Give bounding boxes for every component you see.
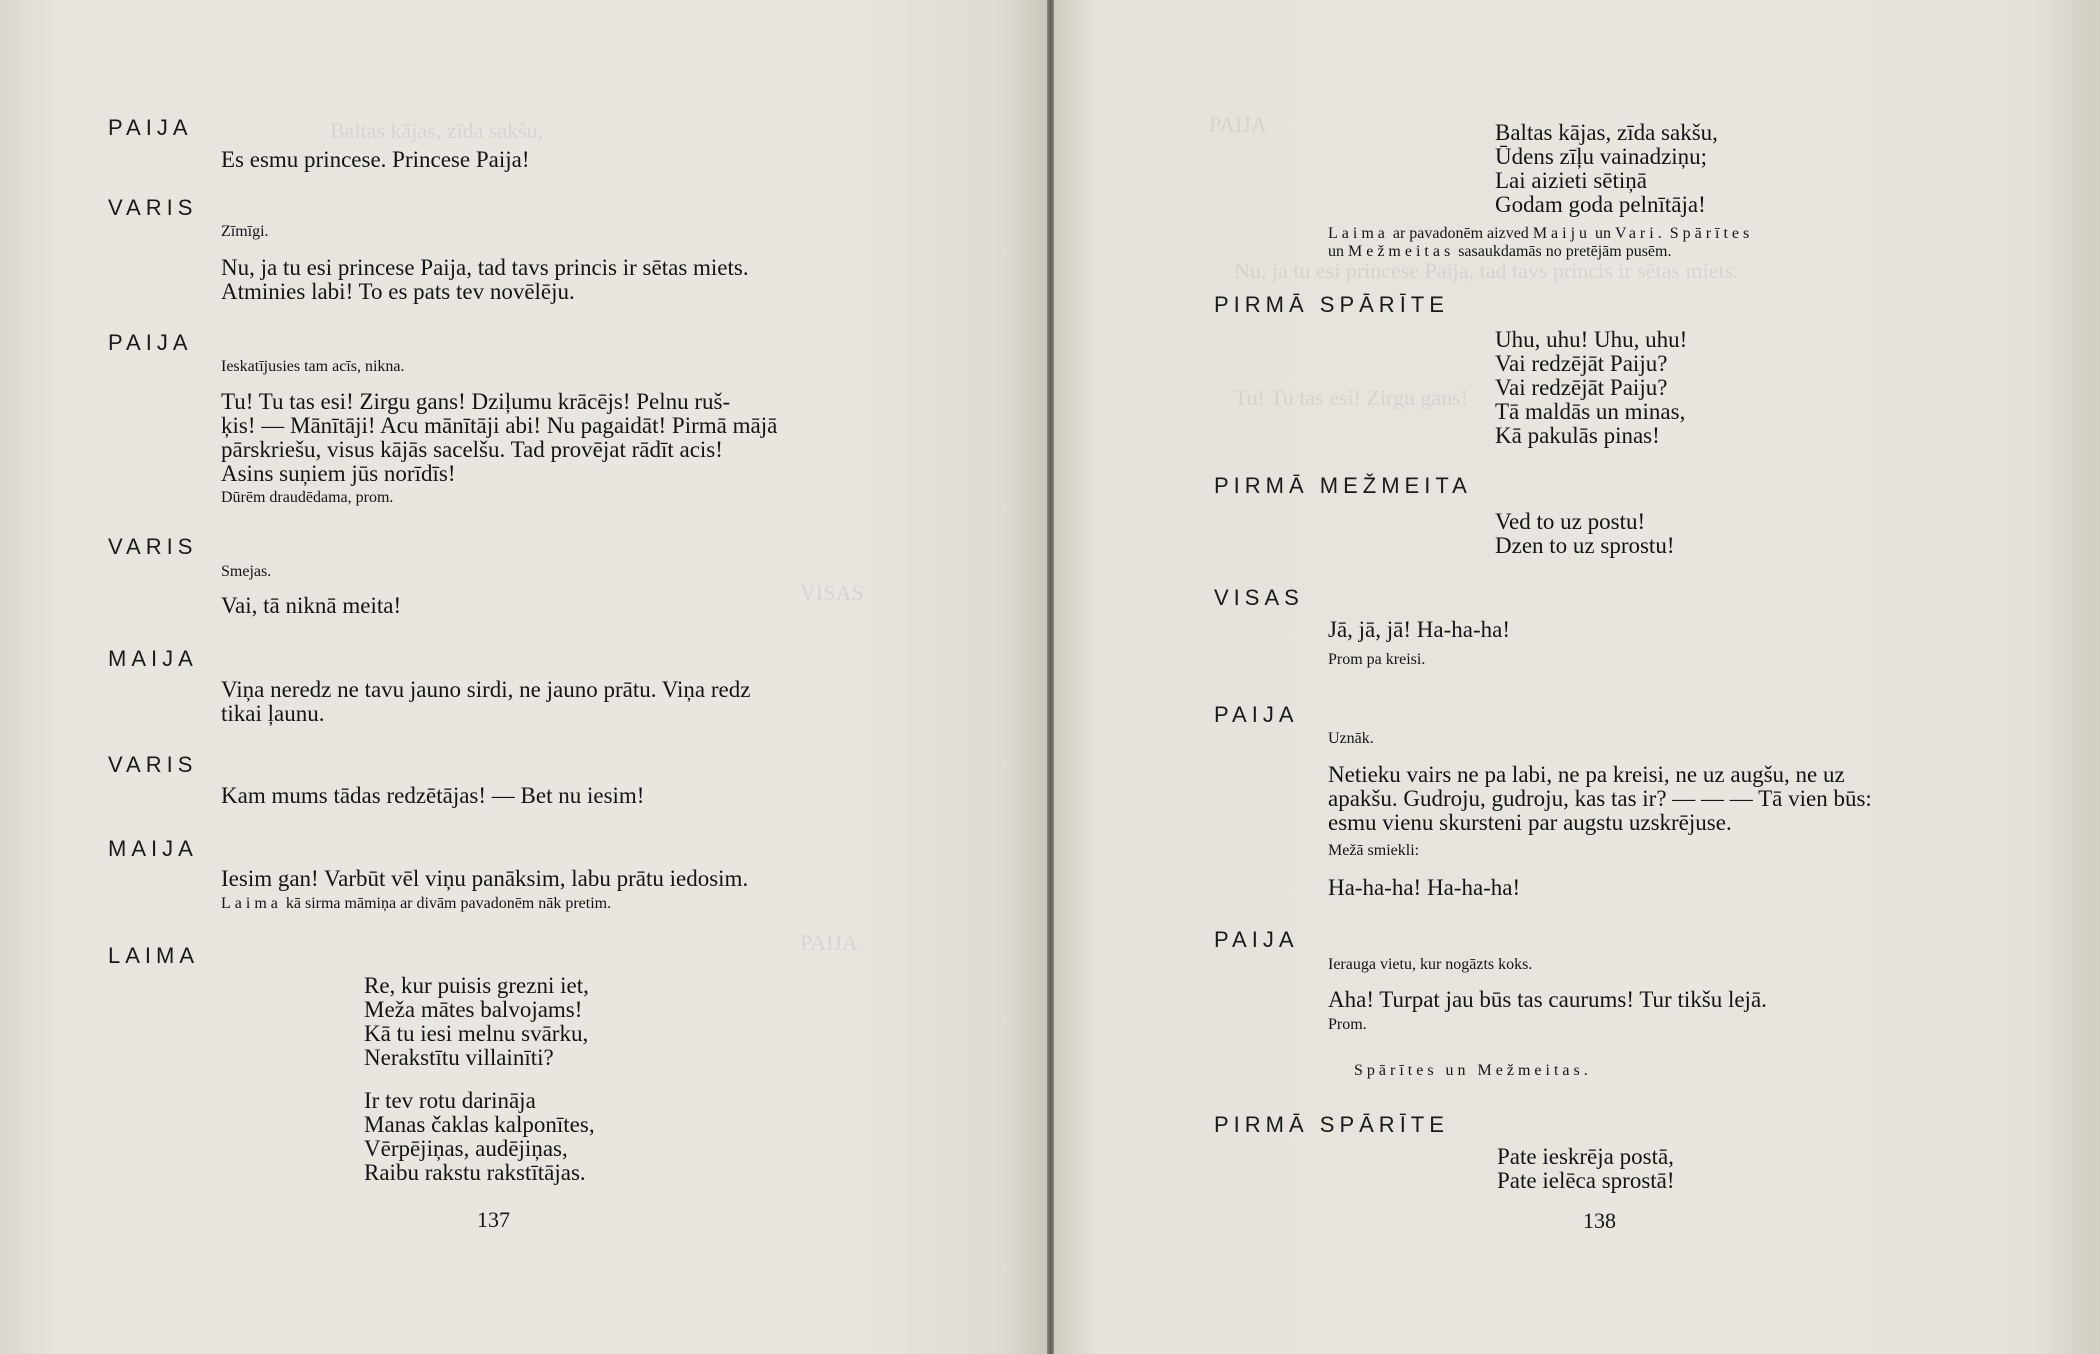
direction-name: Maiju bbox=[1532, 225, 1592, 242]
right-page: PAIJA Nu, ja tu esi princese Paija, tad tavs princis ir sētas miets. Tu! Tu tas esi! Zirgu gans! Baltas kājas, zīda sakšu, Ūdens zīļu vainadziņu; Lai aizieti sētiņā Godam goda pelnītāja! Laima ar pavadonēm aizved Maiju un Vari. Spārītes un Mežmeitas sasaukdamās no pretējām pusēm. PIRMĀ SPĀRĪTE Uhu, uhu! Uhu, uhu! Vai redzējāt Paiju? Vai redzējāt Paiju? Tā maldās un minas, Kā pakulās pinas! PIRMĀ MEŽMEITA Ved to uz postu! Dzen to uz sprostu! VISAS Jā, jā, jā! Ha-ha-ha! Prom pa kreisi. PAIJA Uznāk. Netieku vairs ne pa labi, ne pa kreisi, ne uz augšu, ne uz apakšu. Gudroju, gudroju, kas tas ir? — — — Tā vien būs: esmu vienu skursteni par augstu uzskrējuse. Mežā smiekli: Ha-ha-ha! Ha-ha-ha! PAIJA Ierauga vietu, kur nogāzts koks. Aha! Turpat jau būs tas caurums! Tur tikšu lejā. Prom. Spārītes un Mežmeitas. PIRMĀ SPĀRĪTE Pate ieskrēja postā, Pate ielēca sprostā! 138 bbox=[1054, 0, 2100, 1354]
verse-stanza bbox=[1495, 510, 1675, 558]
stage-direction: Prom pa kreisi. bbox=[1328, 651, 1426, 668]
stage-direction: Ierauga vietu, kur nogāzts koks. bbox=[1328, 956, 1533, 973]
dialogue-line: Es esmu princese. Princese Paija! bbox=[221, 147, 530, 172]
speaker-pirma-sparite: PIRMĀ SPĀRĪTE bbox=[1214, 1112, 1449, 1137]
verse-line: Raibu rakstu rakstītājas. bbox=[364, 1160, 586, 1185]
dialogue-line: Vai, tā niknā meita! bbox=[221, 593, 402, 618]
verse-line: Kā tu iesi melnu svārku, bbox=[364, 1021, 589, 1046]
direction-text: un bbox=[1328, 243, 1344, 260]
speaker-pirma-mezmeita: PIRMĀ MEŽMEITA bbox=[1214, 473, 1472, 498]
direction-text: ar pavadonēm aizved bbox=[1392, 225, 1529, 242]
dialogue-line: ķis! — Mānītāji! Acu mānītāji abi! Nu pagaidāt! Pirmā mājā bbox=[221, 413, 778, 438]
verse-line: Baltas kājas, zīda sakšu, bbox=[1495, 120, 1718, 145]
speaker-maija: MAIJA bbox=[108, 646, 198, 671]
stage-direction bbox=[1328, 243, 1671, 261]
dialogue-line: Atminies labi! To es pats tev novēlēju. bbox=[221, 279, 575, 304]
verse-line: Tā maldās un minas, bbox=[1495, 399, 1686, 424]
dialogue-line: Asins suņiem jūs norīdīs! bbox=[221, 461, 456, 486]
dialogue-line: Ha-ha-ha! Ha-ha-ha! bbox=[1328, 875, 1521, 900]
speaker-varis: VARIS bbox=[108, 752, 198, 777]
dialogue-line: tikai ļaunu. bbox=[221, 701, 325, 726]
direction-name: Laima bbox=[1328, 225, 1389, 242]
direction-name: Vari. bbox=[1615, 225, 1666, 242]
page-number: 137 bbox=[477, 1207, 510, 1232]
verse-line: Ved to uz postu! bbox=[1495, 509, 1646, 534]
verse-line: Uhu, uhu! Uhu, uhu! bbox=[1495, 327, 1688, 352]
dialogue-line: esmu vienu skursteni par augstu uzskrējuse. bbox=[1328, 810, 1732, 835]
direction-name: Laima bbox=[221, 895, 282, 912]
speaker-paija: PAIJA bbox=[108, 115, 193, 140]
dialogue-block bbox=[221, 678, 889, 726]
stage-direction bbox=[221, 895, 611, 913]
speaker-varis: VARIS bbox=[108, 195, 198, 220]
verse-line: Ūdens zīļu vainadziņu; bbox=[1495, 144, 1708, 169]
stage-direction: Prom. bbox=[1328, 1016, 1367, 1033]
dialogue-line: Iesim gan! Varbūt vēl viņu panāksim, labu prātu iedosim. bbox=[221, 866, 749, 891]
verse-stanza bbox=[1495, 328, 1687, 448]
dialogue-block bbox=[1328, 763, 2052, 835]
direction-name: Spārītes bbox=[1669, 225, 1754, 242]
dialogue-line: Viņa neredz ne tavu jauno sirdi, ne jauno prātu. Viņa redz bbox=[221, 677, 751, 702]
direction-text: kā sirma māmiņa ar divām pavadonēm nāk pretim. bbox=[285, 895, 612, 912]
verse-line: Manas čaklas kalponītes, bbox=[364, 1112, 595, 1137]
speaker-varis: VARIS bbox=[108, 534, 198, 559]
verse-line: Dzen to uz sprostu! bbox=[1495, 533, 1675, 558]
verse-line: Ir tev rotu darināja bbox=[364, 1088, 536, 1113]
dialogue-line: Netieku vairs ne pa labi, ne pa kreisi, ne uz augšu, ne uz bbox=[1328, 762, 1845, 787]
speaker-visas: VISAS bbox=[1214, 585, 1304, 610]
dialogue-line: pārskriešu, visus kājās sacelšu. Tad provējat rādīt acis! bbox=[221, 437, 723, 462]
stage-direction: Zīmīgi. bbox=[221, 223, 269, 240]
direction-text: un bbox=[1595, 225, 1612, 242]
verse-stanza bbox=[364, 974, 589, 1070]
verse-stanza bbox=[1495, 121, 1718, 217]
speaker-maija: MAIJA bbox=[108, 836, 198, 861]
verse-line: Pate ielēca sprostā! bbox=[1497, 1168, 1675, 1193]
speaker-paija: PAIJA bbox=[108, 330, 193, 355]
verse-line: Meža mātes balvojams! bbox=[364, 997, 583, 1022]
stage-direction: Spārītes un Mežmeitas. bbox=[1354, 1062, 1592, 1079]
verse-line: Pate ieskrēja postā, bbox=[1497, 1144, 1674, 1169]
speaker-paija: PAIJA bbox=[1214, 702, 1299, 727]
verse-line: Kā pakulās pinas! bbox=[1495, 423, 1660, 448]
stage-direction: Uznāk. bbox=[1328, 730, 1374, 747]
dialogue-line: Tu! Tu tas esi! Zirgu gans! Dziļumu krācējs! Pelnu ruš- bbox=[221, 389, 731, 414]
verse-line: Re, kur puisis grezni iet, bbox=[364, 973, 589, 998]
stage-direction: Dūrēm draudēdama, prom. bbox=[221, 489, 394, 506]
left-page: Baltas kājas, zīda sakšu, VISAS PAIJA PAIJA Es esmu princese. Princese Paija! VARIS Zīmīgi. Nu, ja tu esi princese Paija, tad tavs princis ir sētas miets. Atminies labi! To es pats tev novēlēju. PAIJA Ieskatījusies tam acīs, nikna. Tu! Tu tas esi! Zirgu gans! Dziļumu krācējs! Pelnu ruš- ķis! — Mānītāji! Acu mānītāji abi! Nu pagaidāt! Pirmā mājā pārskriešu, visus kājās sacelšu. Tad provējat rādīt acis! Asins suņiem jūs norīdīs! Dūrēm draudēdama, prom. VARIS Smejas. Vai, tā niknā meita! MAIJA Viņa neredz ne tavu jauno sirdi, ne jauno prātu. Viņa redz tikai ļaunu. VARIS Kam mums tādas redzētājas! — Bet nu iesim! MAIJA Iesim gan! Varbūt vēl viņu panāksim, labu prātu iedosim. Laima kā sirma māmiņa ar divām pavadonēm nāk pretim. LAIMA Re, kur puisis grezni iet, Meža mātes balvojams! Kā tu iesi melnu svārku, Nerakstītu villainīti? Ir tev rotu darināja Manas čaklas kalponītes, Vērpējiņas, audējiņas, Raibu rakstu rakstītājas. 137 bbox=[0, 0, 1047, 1354]
verse-stanza bbox=[364, 1089, 595, 1185]
stage-direction: Ieskatījusies tam acīs, nikna. bbox=[221, 358, 405, 375]
stage-direction bbox=[1328, 225, 1753, 243]
direction-text: sasaukdamās no pretējām pusēm. bbox=[1458, 243, 1672, 260]
speaker-paija: PAIJA bbox=[1214, 927, 1299, 952]
verse-line: Godam goda pelnītāja! bbox=[1495, 192, 1706, 217]
verse-line: Vērpējiņas, audējiņas, bbox=[364, 1136, 568, 1161]
stage-direction: Mežā smiekli: bbox=[1328, 842, 1420, 859]
dialogue-line: Aha! Turpat jau būs tas caurums! Tur tikšu lejā. bbox=[1328, 987, 1767, 1012]
dialogue-block bbox=[221, 390, 889, 486]
stage-direction: Smejas. bbox=[221, 563, 272, 580]
verse-line: Lai aizieti sētiņā bbox=[1495, 168, 1647, 193]
verse-line: Vai redzējāt Paiju? bbox=[1495, 375, 1668, 400]
page-number: 138 bbox=[1583, 1208, 1616, 1233]
dialogue-line: apakšu. Gudroju, gudroju, kas tas ir? — — — Tā vien būs: bbox=[1328, 786, 1872, 811]
verse-line: Vai redzējāt Paiju? bbox=[1495, 351, 1668, 376]
dialogue-line: Nu, ja tu esi princese Paija, tad tavs princis ir sētas miets. bbox=[221, 255, 749, 280]
dialogue-line: Jā, jā, jā! Ha-ha-ha! bbox=[1328, 617, 1510, 642]
verse-line: Nerakstītu villainīti? bbox=[364, 1045, 554, 1070]
verse-stanza bbox=[1497, 1145, 1675, 1193]
speaker-laima: LAIMA bbox=[108, 943, 200, 968]
dialogue-line: Kam mums tādas redzētājas! — Bet nu iesim! bbox=[221, 783, 645, 808]
speaker-pirma-sparite: PIRMĀ SPĀRĪTE bbox=[1214, 292, 1449, 317]
direction-name: Mežmeitas bbox=[1348, 243, 1455, 260]
